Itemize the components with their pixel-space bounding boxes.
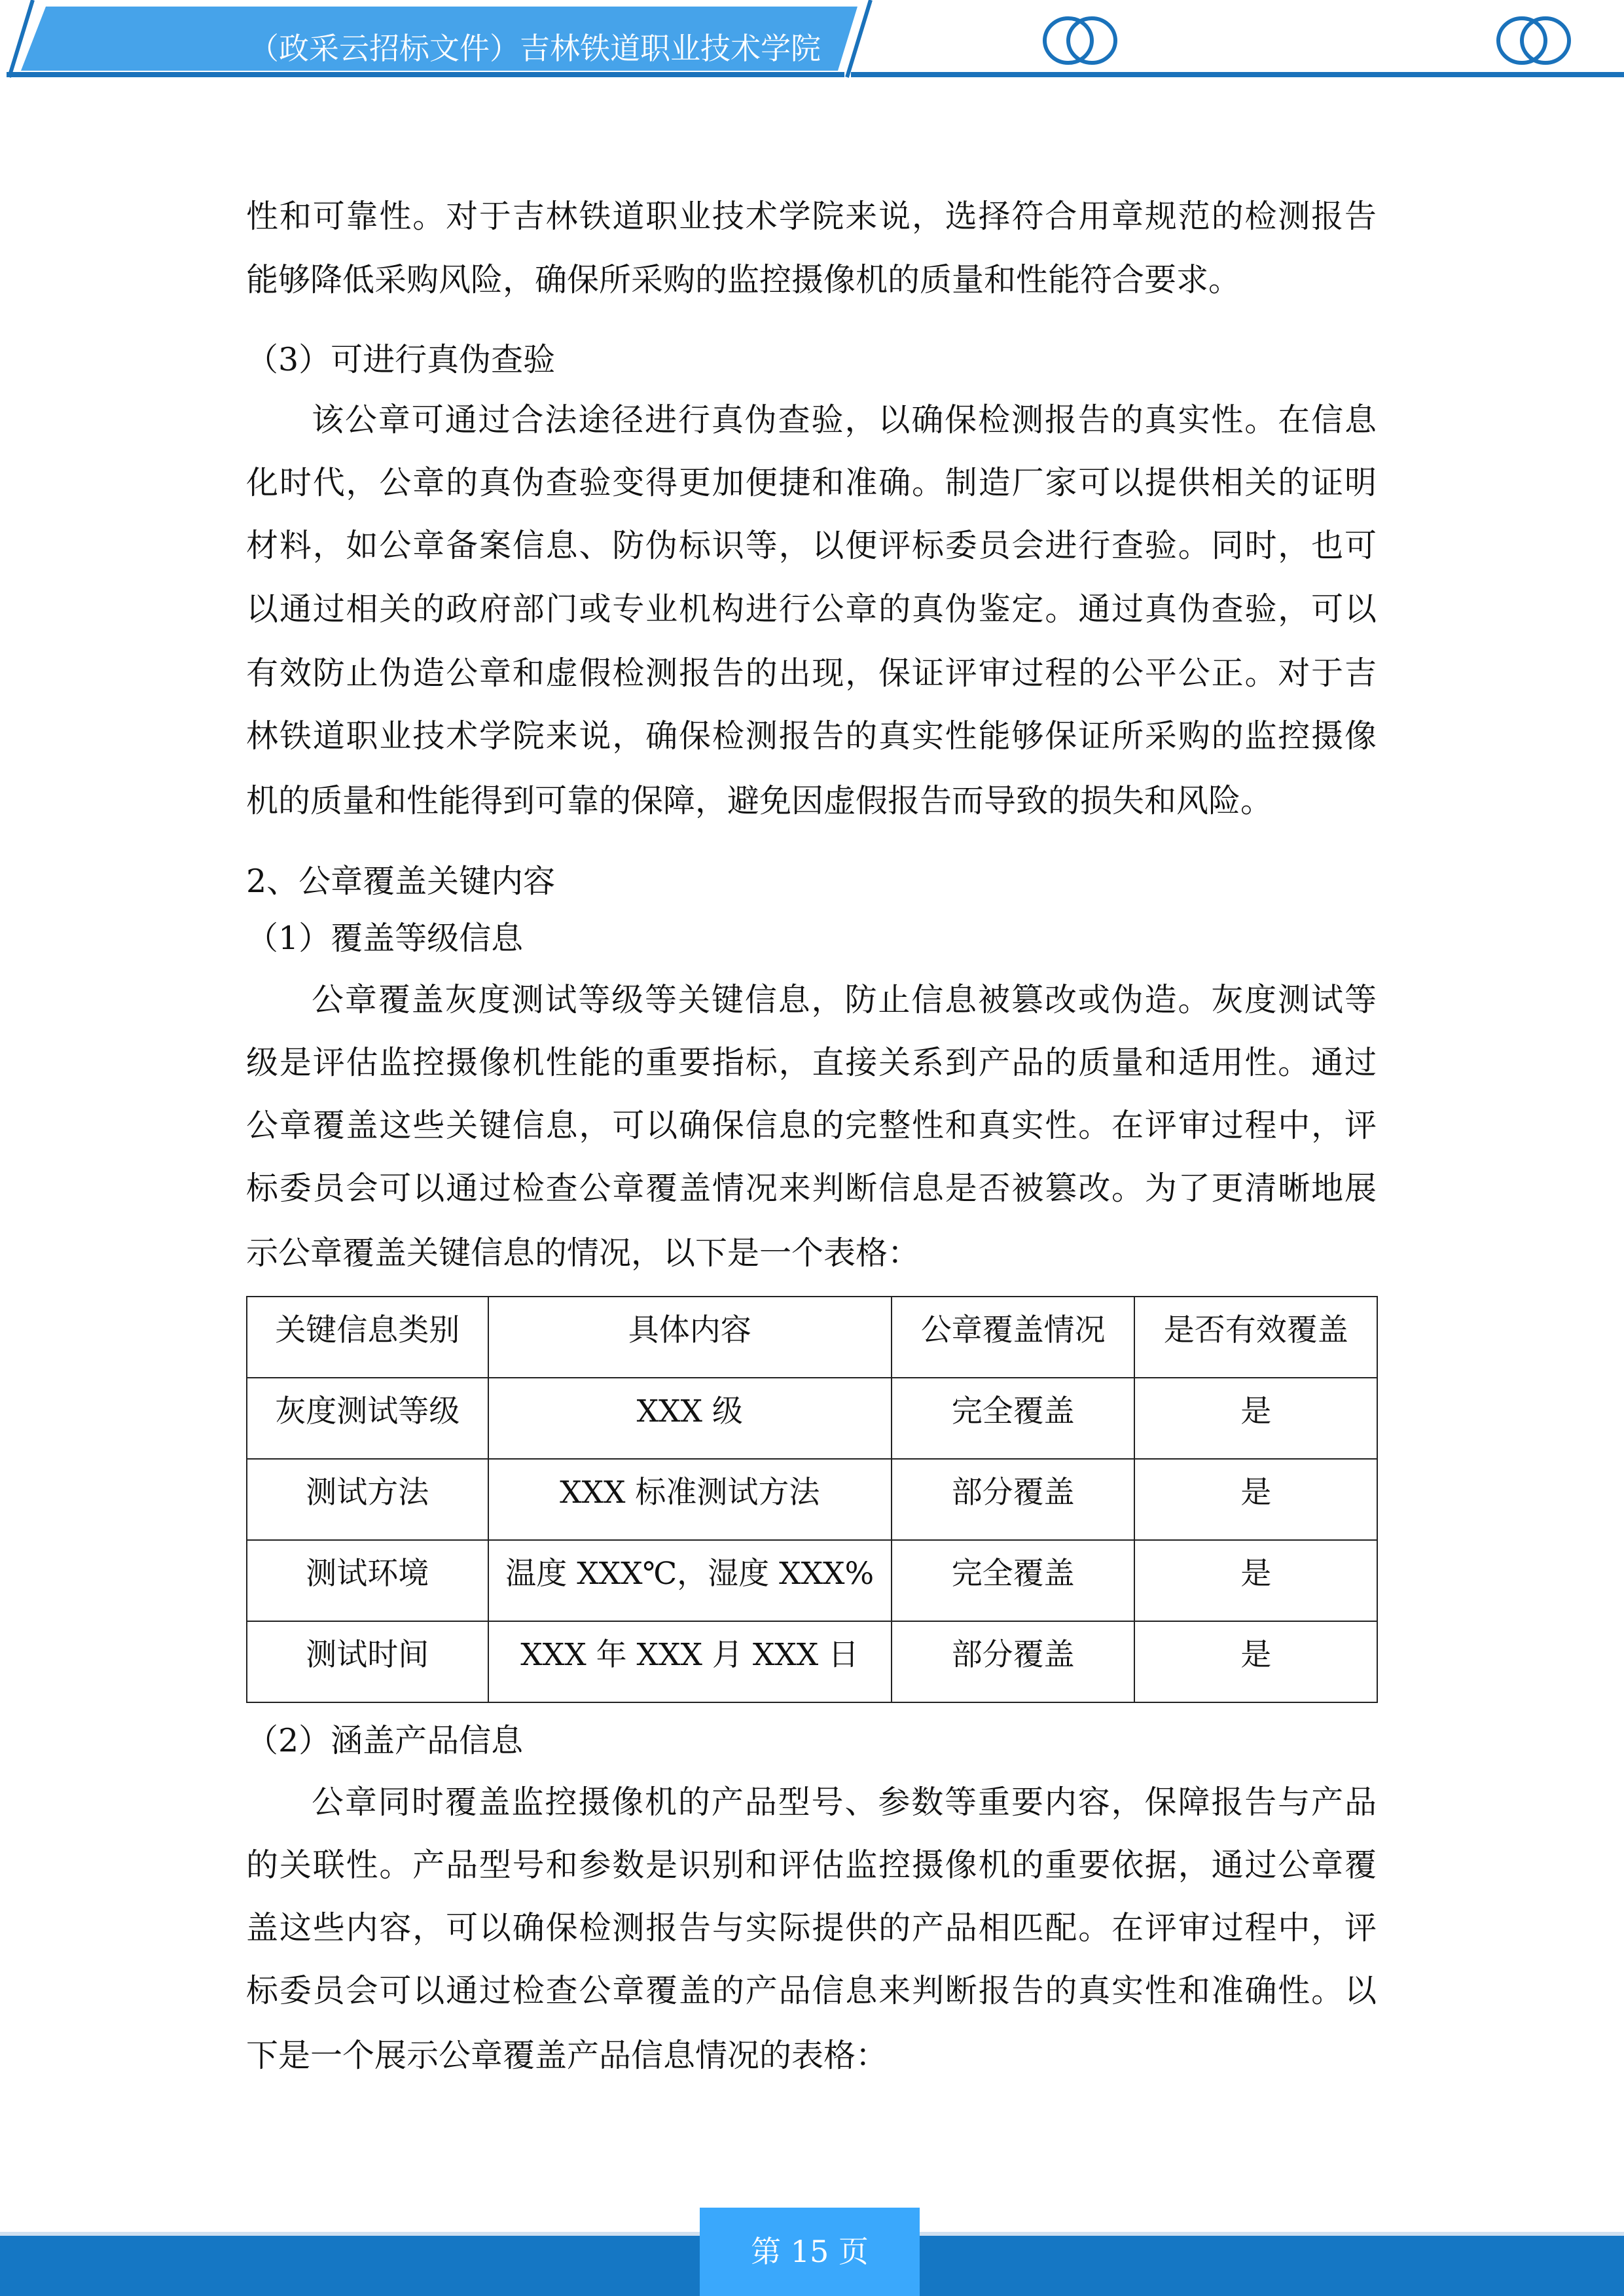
header-cell: 公章覆盖情况 [892, 1297, 1135, 1378]
section-heading: 2、公章覆盖关键内容 [246, 863, 556, 900]
table-cell: 是 [1134, 1378, 1377, 1459]
table-row [247, 1621, 1377, 1702]
text-line: 该公章可通过合法途径进行真伪查验，以确保检测报告的真实性。在信息 [312, 401, 1377, 439]
header-cell: 关键信息类别 [247, 1297, 488, 1378]
text-line: 下是一个展示公章覆盖产品信息情况的表格： [246, 2037, 888, 2074]
text-line: 有效防止伪造公章和虚假检测报告的出现，保证评审过程的公平公正。对于吉 [246, 655, 1377, 692]
table-cell: 完全覆盖 [892, 1540, 1135, 1621]
header-cell: 具体内容 [488, 1297, 892, 1378]
table-row [247, 1540, 1377, 1621]
rings-logo-icon [1041, 14, 1119, 67]
text-line: 公章覆盖这些关键信息，可以确保信息的完整性和真实性。在评审过程中，评 [246, 1107, 1377, 1144]
table-cell: 部分覆盖 [892, 1459, 1135, 1540]
table-header-row [247, 1297, 1377, 1378]
rings-logo-icon [1494, 14, 1573, 67]
table-cell: 灰度测试等级 [247, 1378, 488, 1459]
coverage-table [246, 1296, 1378, 1703]
text-line: 公章覆盖灰度测试等级等关键信息，防止信息被篡改或伪造。灰度测试等 [312, 981, 1377, 1018]
table-cell: 是 [1134, 1540, 1377, 1621]
text-line: 公章同时覆盖监控摄像机的产品型号、参数等重要内容，保障报告与产品 [312, 1784, 1377, 1821]
text-line: 材料，如公章备案信息、防伪标识等，以便评标委员会进行查验。同时，也可 [246, 527, 1377, 564]
subheading: （3）可进行真伪查验 [246, 341, 556, 378]
text-line: 级是评估监控摄像机性能的重要指标，直接关系到产品的质量和适用性。通过 [246, 1044, 1377, 1081]
text-line: 以通过相关的政府部门或专业机构进行公章的真伪鉴定。通过真伪查验，可以 [246, 590, 1377, 628]
table-cell: 温度 XXX℃，湿度 XXX% [488, 1540, 892, 1621]
text-line: 标委员会可以通过检查公章覆盖的产品信息来判断报告的真实性和准确性。以 [246, 1972, 1377, 2009]
table-cell: 测试环境 [247, 1540, 488, 1621]
subheading: （2）涵盖产品信息 [246, 1722, 524, 1759]
text-line: 示公章覆盖关键信息的情况，以下是一个表格： [246, 1234, 920, 1272]
text-line: 机的质量和性能得到可靠的保障，避免因虚假报告而导致的损失和风险。 [246, 782, 1273, 819]
text-line: 盖这些内容，可以确保检测报告与实际提供的产品相匹配。在评审过程中，评 [246, 1909, 1377, 1946]
table-row [247, 1378, 1377, 1459]
table-cell: 测试时间 [247, 1621, 488, 1702]
text-line: 标委员会可以通过检查公章覆盖情况来判断信息是否被篡改。为了更清晰地展 [246, 1170, 1377, 1207]
table-cell: XXX 年 XXX 月 XXX 日 [488, 1621, 892, 1702]
table-cell: 是 [1134, 1621, 1377, 1702]
header-cell: 是否有效覆盖 [1134, 1297, 1377, 1378]
text-line: 的关联性。产品型号和参数是识别和评估监控摄像机的重要依据，通过公章覆 [246, 1846, 1377, 1884]
text-line: 能够降低采购风险，确保所采购的监控摄像机的质量和性能符合要求。 [246, 261, 1241, 298]
text-line: 化时代，公章的真伪查验变得更加便捷和准确。制造厂家可以提供相关的证明 [246, 464, 1377, 501]
text-line: 性和可靠性。对于吉林铁道职业技术学院来说，选择符合用章规范的检测报告 [246, 198, 1377, 235]
table-cell: 是 [1134, 1459, 1377, 1540]
table-row [247, 1459, 1377, 1540]
table-cell: XXX 级 [488, 1378, 892, 1459]
page-number: 第 15 页 [700, 2208, 920, 2296]
text-line: 林铁道职业技术学院来说，确保检测报告的真实性能够保证所采购的监控摄像 [246, 717, 1377, 755]
table-cell: 完全覆盖 [892, 1378, 1135, 1459]
table-cell: 测试方法 [247, 1459, 488, 1540]
table-cell: 部分覆盖 [892, 1621, 1135, 1702]
subheading: （1）覆盖等级信息 [246, 920, 524, 957]
header-title: （政采云招标文件）吉林铁道职业技术学院 [249, 31, 821, 66]
table-cell: XXX 标准测试方法 [488, 1459, 892, 1540]
